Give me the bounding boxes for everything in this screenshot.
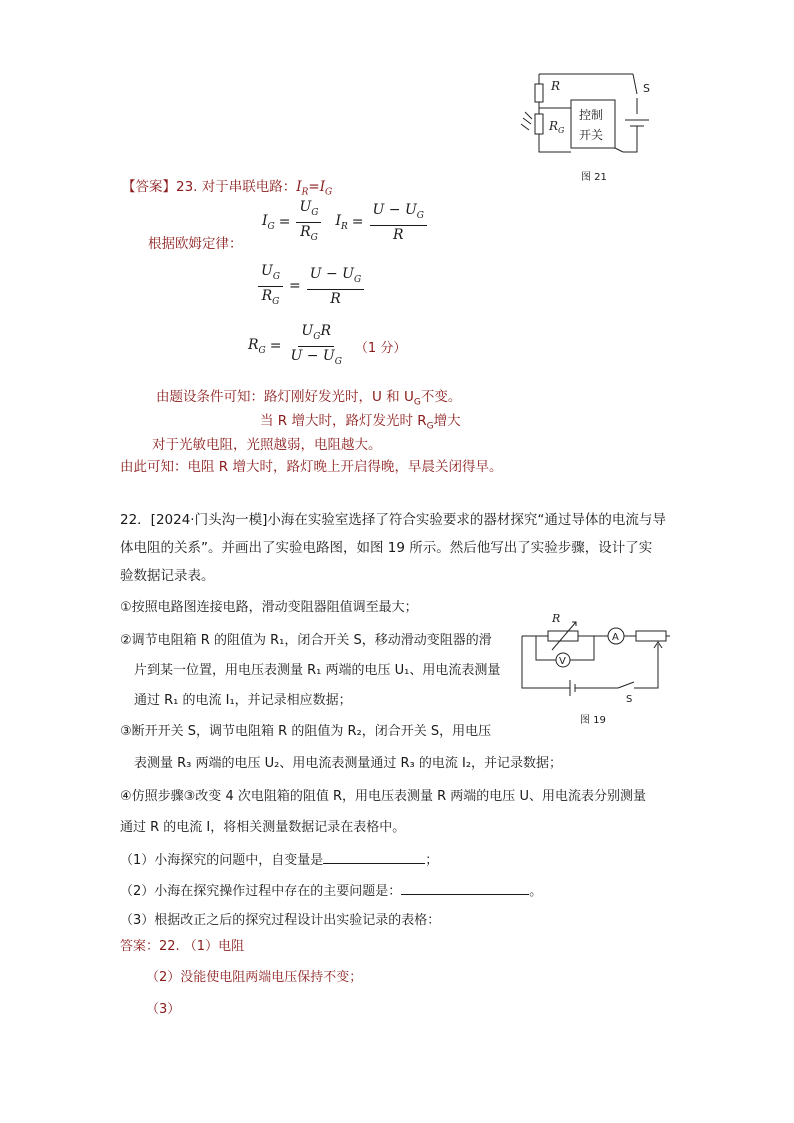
answer-23-title: 【答案】23. 对于串联电路：$I_R=I_G$ <box>122 179 333 198</box>
control-box-line2: 开关 <box>579 128 604 142</box>
formula-rg: $R_G$ = $\frac{U_GR}{U - U_G}$ （1 分） <box>248 323 407 367</box>
ammeter-icon: A <box>612 632 619 643</box>
figure-21 <box>515 62 675 187</box>
answer-line-3: 对于光敏电阻，光照越弱，电阻越大。 <box>152 437 382 453</box>
step-2-line-2: 片到某一位置，用电压表测量 R₁ 两端的电压 U₁、用电流表测量 <box>134 663 501 678</box>
answer-blank-1 <box>323 851 425 864</box>
answer-blank-2 <box>401 882 529 895</box>
figure-19-caption: 图 19 <box>580 715 606 726</box>
sub-question-3: （3）根据改正之后的探究过程设计出实验记录的表格： <box>120 913 441 928</box>
step-3-line-1: ③断开开关 S，调节电阻箱 R 的阻值为 R₂，闭合开关 S，用电压 <box>120 724 492 739</box>
step-3-line-2: 表测量 R₃ 两端的电压 U₂、用电流表测量通过 R₃ 的电流 I₂，并记录数据； <box>134 756 563 771</box>
figure-19 <box>518 608 678 726</box>
formula-equal-currents: $\frac{U_G}{R_G}$ = $\frac{U - U_G}{R}$ <box>256 262 366 311</box>
voltmeter-icon: V <box>559 656 566 667</box>
fig19-r-label: R <box>552 612 561 625</box>
sub-question-2: （2）小海在探究操作过程中存在的主要问题是： 。 <box>120 884 543 899</box>
step-2-line-3: 通过 R₁ 的电流 I₁，并记录相应数据； <box>134 693 352 708</box>
step-2-line-1: ②调节电阻箱 R 的阻值为 R₁，闭合开关 S，移动滑动变阻器的滑 <box>120 633 492 648</box>
figure-21-caption: 图 21 <box>581 172 607 183</box>
answer-22-part-3: （3） <box>146 1002 181 1017</box>
rg-label: $R_G$ <box>549 119 565 135</box>
q22-intro-line-2: 体电阻的关系”。并画出了实验电路图，如图 19 所示。然后他写出了实验步骤，设计了实 <box>120 540 653 556</box>
score-note: （1 分） <box>354 340 407 356</box>
sub-question-1: （1）小海探究的问题中，自变量是 ； <box>120 853 439 868</box>
q22-intro-line-3: 验数据记录表。 <box>120 568 215 584</box>
step-4-line-1: ④仿照步骤③改变 4 次电阻箱的阻值 R，用电压表测量 R 两端的电压 U、用电流表分别测量 <box>120 789 646 804</box>
fig19-switch-label: S <box>626 694 633 705</box>
circuit-diagram-19 <box>518 608 678 708</box>
control-box-line1: 控制 <box>579 108 604 122</box>
step-1: ①按照电路图连接电路，滑动变阻器阻值调至最大； <box>120 600 418 615</box>
answer-line-2: 当 R 增大时，路灯发光时 $R_G$增大 <box>260 413 461 432</box>
formula-ohm-currents: $I_G$ = $\frac{U_G}{R_G}$ $I_R$ = $\frac{U - U_G}{R}$ <box>262 198 429 247</box>
r-label: R <box>551 79 561 93</box>
ohm-law-label: 根据欧姆定律： <box>148 236 243 252</box>
q22-intro-line-1: 22．[2024·门头沟一模]小海在实验室选择了符合实验要求的器材探究“通过导体的电流与导 <box>120 512 666 528</box>
answer-line-1: 由题设条件可知：路灯刚好发光时，U 和 $U_G$不变。 <box>156 389 462 408</box>
answer-22-part-2: （2）没能使电阻两端电压保持不变； <box>146 970 363 985</box>
switch-label: S <box>643 82 650 95</box>
answer-line-4: 由此可知：电阻 R 增大时，路灯晚上开启得晚，早晨关闭得早。 <box>120 459 503 475</box>
step-4-line-2: 通过 R 的电流 I，将相关测量数据记录在表格中。 <box>120 820 406 835</box>
answer-22-head: 答案：22. （1）电阻 <box>120 939 245 954</box>
